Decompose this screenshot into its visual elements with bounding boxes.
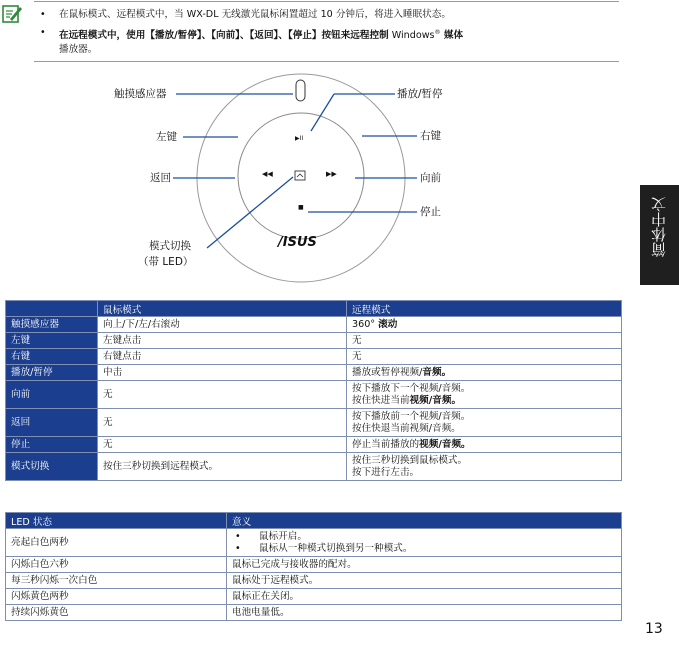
table-cell: 鼠标正在关闭。 <box>227 589 622 605</box>
table-cell-key: 播放/暂停 <box>6 365 98 381</box>
note-bullet: • <box>40 9 46 20</box>
table-cell: 停止当前播放的视频/音频。 <box>347 437 622 453</box>
table-row <box>6 589 622 605</box>
language-tab-label: 简体中文 <box>650 197 668 257</box>
table-cell-key: 触摸感应器 <box>6 317 98 333</box>
table-header-row <box>6 513 622 529</box>
label-mode-switch: 模式切换 <box>149 240 191 252</box>
mouse-top-view-diagram <box>0 68 679 290</box>
label-right-key: 右键 <box>420 130 441 142</box>
table-cell: • 鼠标开启。 • 鼠标从一种模式切换到另一种模式。 <box>227 529 622 557</box>
note-icon <box>2 4 22 24</box>
note-text: 在鼠标模式、远程模式中，当 WX-DL 无线激光鼠标闲置超过 10 分钟后，将进入睡眠状态。 <box>59 9 451 20</box>
table-row <box>6 365 622 381</box>
table-cell-key: 模式切换 <box>6 453 98 481</box>
table-cell-key: 返回 <box>6 409 98 437</box>
table-header: 鼠标模式 <box>98 301 347 317</box>
table-header: LED 状态 <box>6 513 227 529</box>
table-cell: 持续闪烁黄色 <box>6 605 227 621</box>
modes-table <box>5 300 622 481</box>
play-pause-icon: ▶II <box>295 135 304 142</box>
table-cell: 按下播放前一个视频/音频。 按住快退当前视频/音频。 <box>347 409 622 437</box>
table-cell: 播放或暂停视频/音频。 <box>347 365 622 381</box>
table-cell: 无 <box>98 409 347 437</box>
table-cell: 左键点击 <box>98 333 347 349</box>
language-side-tab <box>640 185 679 285</box>
table-cell: 右键点击 <box>98 349 347 365</box>
led-table <box>5 512 622 621</box>
label-stop: 停止 <box>420 206 441 218</box>
table-row <box>6 381 622 409</box>
table-cell: 按住三秒切换到远程模式。 <box>98 453 347 481</box>
table-cell-key: 向前 <box>6 381 98 409</box>
table-cell: 闪烁黄色两秒 <box>6 589 227 605</box>
table-header: 远程模式 <box>347 301 622 317</box>
note-text: 在远程模式中，使用【播放/暂停】、【向前】、【返回】、【停止】按钮来远程控制 Windows® 媒体 播放器。 <box>59 29 464 56</box>
table-cell-key: 左键 <box>6 333 98 349</box>
note-bottom-rule <box>34 61 619 62</box>
table-row <box>6 333 622 349</box>
label-forward: 向前 <box>420 172 441 184</box>
table-row <box>6 605 622 621</box>
table-header <box>6 301 98 317</box>
table-cell: 按住三秒切换到鼠标模式。 按下进行左击。 <box>347 453 622 481</box>
touch-sensor <box>296 80 305 101</box>
table-cell-key: 右键 <box>6 349 98 365</box>
table-row <box>6 557 622 573</box>
table-row <box>6 409 622 437</box>
note-bullet: • <box>40 27 46 38</box>
table-cell: 无 <box>347 349 622 365</box>
mouse-diagram-graphic <box>0 68 679 290</box>
table-cell: 亮起白色两秒 <box>6 529 227 557</box>
table-cell-key: 停止 <box>6 437 98 453</box>
table-header-row <box>6 301 622 317</box>
table-cell: 每三秒闪烁一次白色 <box>6 573 227 589</box>
table-cell: 按下播放下一个视频/音频。 按住快进当前视频/音频。 <box>347 381 622 409</box>
asus-logo: /ISUS <box>278 235 317 250</box>
page-number: 13 <box>645 621 663 637</box>
table-cell: 闪烁白色六秒 <box>6 557 227 573</box>
stop-icon: ■ <box>298 204 304 211</box>
prev-icon: ◀◀ <box>262 170 273 178</box>
table-row <box>6 349 622 365</box>
next-icon: ▶▶ <box>326 170 337 178</box>
label-with-led: （带 LED） <box>138 256 194 268</box>
table-cell: 无 <box>98 381 347 409</box>
table-cell: 中击 <box>98 365 347 381</box>
table-cell: 鼠标已完成与接收器的配对。 <box>227 557 622 573</box>
label-play-pause: 播放/暂停 <box>397 88 443 100</box>
table-row <box>6 453 622 481</box>
table-cell: 360° 滚动 <box>347 317 622 333</box>
table-row <box>6 437 622 453</box>
table-cell: 电池电量低。 <box>227 605 622 621</box>
table-cell: 向上/下/左/右滚动 <box>98 317 347 333</box>
label-left-key: 左键 <box>156 131 177 143</box>
table-row <box>6 529 622 557</box>
label-touch-sensor: 触摸感应器 <box>114 88 167 100</box>
note-top-rule <box>34 1 619 2</box>
mode-switch-button <box>295 171 305 180</box>
table-cell: 鼠标处于远程模式。 <box>227 573 622 589</box>
table-header: 意义 <box>227 513 622 529</box>
label-back: 返回 <box>150 172 171 184</box>
table-cell: 无 <box>98 437 347 453</box>
table-cell: 无 <box>347 333 622 349</box>
table-row <box>6 317 622 333</box>
table-row <box>6 573 622 589</box>
